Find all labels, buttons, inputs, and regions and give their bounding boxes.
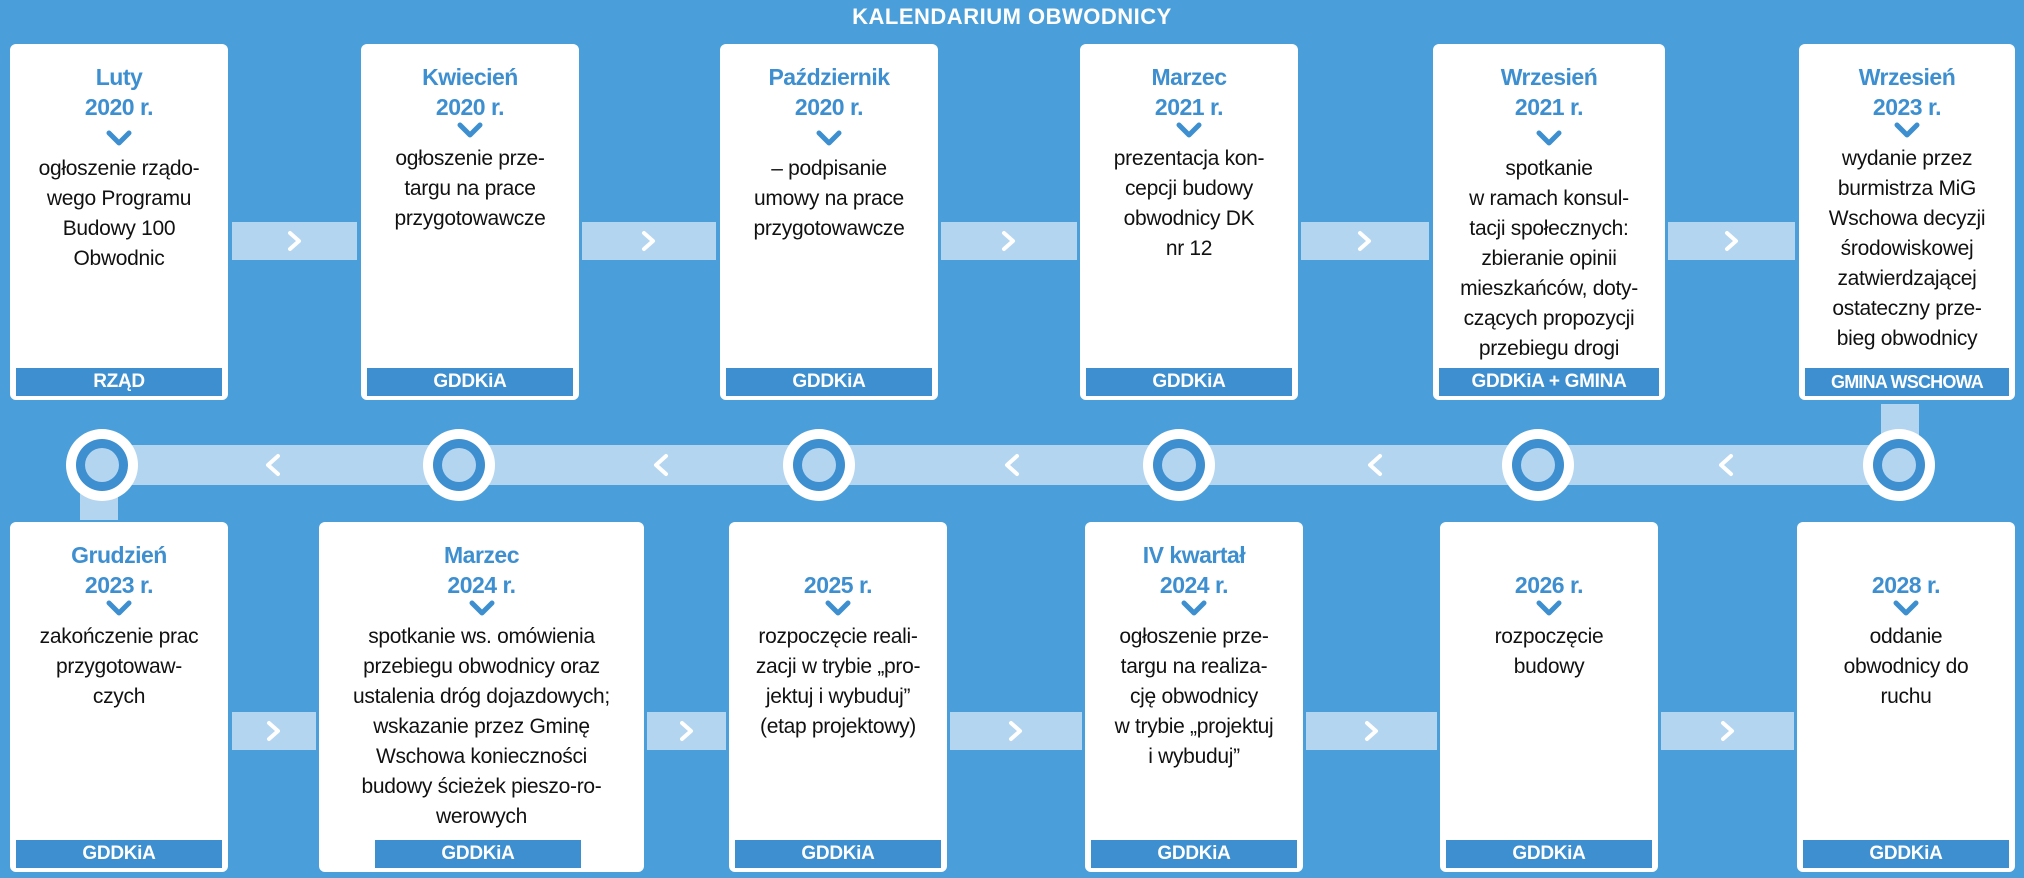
card-date: IV kwartał 2024 r. bbox=[1142, 542, 1246, 598]
card-date: Luty 2020 r. bbox=[84, 64, 154, 120]
timeline-card-2026 bbox=[1440, 522, 1658, 872]
chevron-right-icon bbox=[266, 720, 282, 742]
timeline-card-q4-2024 bbox=[1085, 522, 1303, 872]
timeline-card-mar-2024 bbox=[319, 522, 644, 872]
chevron-right-icon bbox=[1720, 720, 1736, 742]
chevron-right-icon bbox=[1357, 230, 1373, 252]
card-date: 2026 r. bbox=[1514, 572, 1584, 598]
card-agency-label: GDDKiA bbox=[1086, 368, 1292, 396]
chevron-right-icon bbox=[1724, 230, 1740, 252]
card-agency-label: GDDKiA + GMINA bbox=[1439, 368, 1659, 396]
card-date: Październik 2020 r. bbox=[768, 64, 890, 120]
chevron-down-icon bbox=[106, 600, 132, 616]
timeline-node bbox=[64, 427, 140, 503]
card-description: – podpisanie umowy na prace przygotowawcze bbox=[753, 157, 905, 240]
chevron-right-icon bbox=[641, 230, 657, 252]
timeline-node bbox=[781, 427, 857, 503]
connector-arrow bbox=[950, 712, 1082, 750]
chevron-left-icon bbox=[264, 453, 282, 477]
chevron-down-icon bbox=[457, 122, 483, 138]
timeline-card-oct-2020 bbox=[720, 44, 938, 400]
card-description: spotkanie ws. omówienia przebiegu obwodnicy oraz ustalenia dróg dojazdowych; wskazanie przez Gminę Wschowa konieczności budowy ścieżek pieszo-ro- werowych bbox=[353, 625, 610, 828]
card-agency-label: GDDKiA bbox=[726, 368, 932, 396]
card-date: Wrzesień 2021 r. bbox=[1500, 64, 1598, 120]
card-description: wydanie przez burmistrza MiG Wschowa decyzji środowiskowej zatwierdzającej ostateczny prze- bieg obwodnicy bbox=[1828, 147, 1986, 350]
chevron-right-icon bbox=[1364, 720, 1380, 742]
connector-arrow bbox=[941, 222, 1077, 260]
card-agency-label: GDDKiA bbox=[1446, 840, 1652, 868]
chevron-down-icon bbox=[1176, 122, 1202, 138]
card-agency-label: GDDKiA bbox=[16, 840, 222, 868]
connector-arrow bbox=[232, 222, 357, 260]
card-date: Marzec 2024 r. bbox=[444, 542, 519, 598]
chevron-right-icon bbox=[679, 720, 695, 742]
chevron-down-icon bbox=[1536, 600, 1562, 616]
infographic-title: KALENDARIUM OBWODNICY bbox=[852, 4, 1172, 29]
timeline-node bbox=[421, 427, 497, 503]
connector-arrow bbox=[1668, 222, 1795, 260]
card-description: oddanie obwodnicy do ruchu bbox=[1843, 625, 1969, 708]
card-agency-label: GDDKiA bbox=[1091, 840, 1297, 868]
chevron-left-icon bbox=[1366, 453, 1384, 477]
card-description: rozpoczęcie reali- zacji w trybie „pro- jektuj i wybuduj” (etap projektowy) bbox=[755, 625, 921, 738]
card-date: 2028 r. bbox=[1871, 572, 1941, 598]
card-agency-label: GDDKiA bbox=[735, 840, 941, 868]
timeline-card-sep-2021 bbox=[1433, 44, 1665, 400]
connector-arrow bbox=[1306, 712, 1437, 750]
chevron-down-icon bbox=[816, 130, 842, 146]
timeline-card-2025 bbox=[729, 522, 947, 872]
chevron-down-icon bbox=[106, 130, 132, 146]
timeline-card-mar-2021 bbox=[1080, 44, 1298, 400]
chevron-left-icon bbox=[1003, 453, 1021, 477]
timeline-card-feb-2020 bbox=[10, 44, 228, 400]
connector-arrow bbox=[582, 222, 716, 260]
card-agency-label: GMINA WSCHOWA bbox=[1805, 368, 2009, 396]
chevron-down-icon bbox=[1536, 130, 1562, 146]
chevron-down-icon bbox=[1893, 600, 1919, 616]
timeline-node bbox=[1141, 427, 1217, 503]
chevron-right-icon bbox=[1001, 230, 1017, 252]
timeline-node bbox=[1861, 427, 1937, 503]
card-agency-label: GDDKiA bbox=[375, 840, 581, 868]
card-description: rozpoczęcie budowy bbox=[1494, 625, 1604, 678]
card-date: Kwiecień 2020 r. bbox=[422, 64, 518, 120]
chevron-down-icon bbox=[469, 600, 495, 616]
card-date: Grudzień 2023 r. bbox=[71, 542, 167, 598]
connector-arrow bbox=[232, 712, 316, 750]
card-date: Wrzesień 2023 r. bbox=[1858, 64, 1956, 120]
card-agency-label: GDDKiA bbox=[1803, 840, 2009, 868]
connector-arrow bbox=[1301, 222, 1429, 260]
chevron-left-icon bbox=[652, 453, 670, 477]
chevron-left-icon bbox=[1717, 453, 1735, 477]
card-date: Marzec 2021 r. bbox=[1151, 64, 1227, 120]
timeline-card-2028 bbox=[1797, 522, 2015, 872]
chevron-right-icon bbox=[1008, 720, 1024, 742]
chevron-down-icon bbox=[1181, 600, 1207, 616]
card-description: ogłoszenie prze- targu na prace przygotowawcze bbox=[394, 147, 546, 230]
card-description: zakończenie prac przygotowaw- czych bbox=[39, 625, 199, 708]
connector-arrow bbox=[1661, 712, 1794, 750]
chevron-down-icon bbox=[1894, 122, 1920, 138]
timeline-node bbox=[1500, 427, 1576, 503]
card-description: ogłoszenie rządo- wego Programu Budowy 100 Obwodnic bbox=[38, 157, 200, 270]
card-date: 2025 r. bbox=[803, 572, 873, 598]
card-description: ogłoszenie prze- targu na realiza- cję obwodnicy w trybie „projektuj i wybuduj” bbox=[1114, 625, 1274, 768]
card-description: prezentacja kon- cepcji budowy obwodnicy DK nr 12 bbox=[1113, 147, 1265, 260]
chevron-right-icon bbox=[287, 230, 303, 252]
card-agency-label: RZĄD bbox=[16, 368, 222, 396]
card-description: spotkanie w ramach konsul- tacji społecznych: zbieranie opinii mieszkańców, doty- czących propozycji przebiegu drogi bbox=[1460, 157, 1638, 360]
timeline-card-apr-2020 bbox=[361, 44, 579, 400]
timeline-track bbox=[98, 445, 1898, 485]
timeline-card-dec-2023 bbox=[10, 522, 228, 872]
timeline-card-sep-2023 bbox=[1799, 44, 2015, 400]
chevron-down-icon bbox=[825, 600, 851, 616]
connector-arrow bbox=[647, 712, 726, 750]
card-agency-label: GDDKiA bbox=[367, 368, 573, 396]
